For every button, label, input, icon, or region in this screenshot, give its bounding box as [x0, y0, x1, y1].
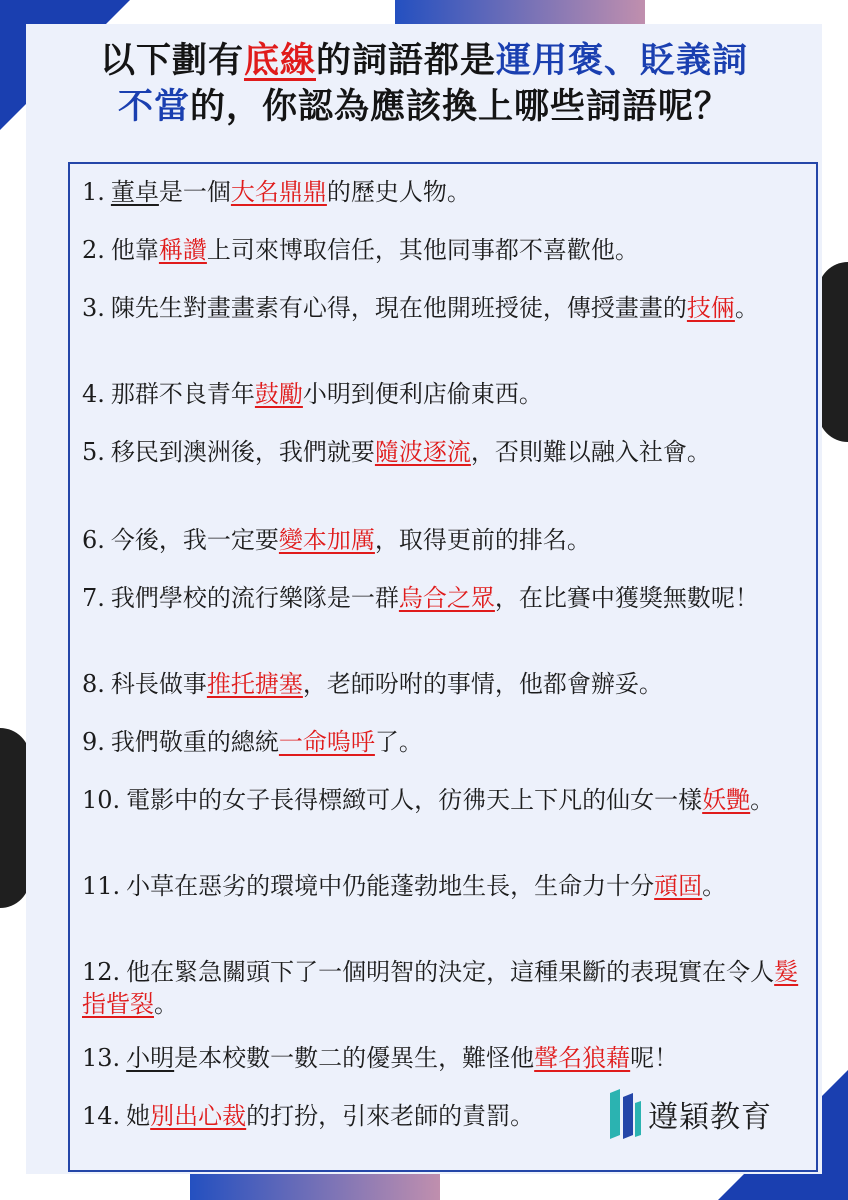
- underlined-word: 變本加厲: [278, 526, 375, 554]
- question-item: [82, 292, 814, 324]
- question-number: 14.: [82, 1102, 121, 1130]
- underlined-word: 妖艷: [702, 786, 751, 814]
- question-number: 9.: [82, 728, 105, 756]
- question-text: 我們學校的流行樂隊是一群: [110, 584, 399, 612]
- question-text: 科長做事: [110, 670, 207, 698]
- underlined-name: 董卓: [110, 178, 159, 206]
- underlined-word: 鼓勵: [254, 380, 303, 408]
- question-item: [82, 668, 814, 700]
- question-item: [82, 582, 814, 614]
- question-item: [82, 524, 814, 556]
- question-item: [82, 870, 814, 902]
- question-item: [82, 1100, 642, 1132]
- question-text: 小草在惡劣的環境中仍能蓬勃地生長，生命力十分: [126, 872, 655, 900]
- question-item: [82, 234, 814, 266]
- column-logo-icon: [606, 1087, 642, 1141]
- question-item: [82, 378, 814, 410]
- question-number: 4.: [82, 380, 105, 408]
- question-item: [82, 176, 814, 208]
- title-line-2: [26, 84, 822, 130]
- underlined-word: 頑固: [654, 872, 703, 900]
- question-number: 7.: [82, 584, 105, 612]
- underlined-word: 別出心裁: [150, 1102, 247, 1130]
- question-item: [82, 956, 814, 1020]
- underlined-word: 烏合之眾: [398, 584, 495, 612]
- underlined-word: 髮指眥裂: [82, 958, 799, 1018]
- question-number: 2.: [82, 236, 105, 264]
- gradient-bar-bottom: [190, 1174, 440, 1200]
- underlined-word: 技倆: [686, 294, 735, 322]
- page-title: [26, 38, 822, 130]
- question-text: 是本校數一數二的優異生，難怪他: [174, 1044, 535, 1072]
- question-text: 電影中的女子長得標緻可人，彷彿天上下凡的仙女一樣: [126, 786, 703, 814]
- question-text: 他靠: [110, 236, 159, 264]
- question-item: [82, 1042, 814, 1074]
- decorative-pill-right: [818, 262, 848, 442]
- question-text: 的打扮，引來老師的責罰。: [246, 1102, 535, 1130]
- question-text: 呢！: [630, 1044, 679, 1072]
- underlined-word: 聲名狼藉: [534, 1044, 631, 1072]
- question-item: [82, 436, 814, 468]
- title-blue-keyword: 不當: [117, 87, 190, 127]
- question-number: 11.: [82, 872, 121, 900]
- question-text: 是一個: [158, 178, 231, 206]
- question-text: 。: [154, 990, 178, 1018]
- title-underline-keyword: 底線: [243, 41, 316, 81]
- title-blue-keyword: 運用褒、貶義詞: [496, 41, 749, 81]
- question-text: 那群不良青年: [110, 380, 255, 408]
- question-item: [82, 784, 814, 816]
- question-text: 了。: [374, 728, 423, 756]
- question-number: 8.: [82, 670, 105, 698]
- question-text: 。: [750, 786, 775, 814]
- underlined-word: 隨波逐流: [374, 438, 471, 466]
- question-text: ，取得更前的排名。: [374, 526, 591, 554]
- question-text: 小明到便利店偷東西。: [302, 380, 543, 408]
- question-number: 12.: [82, 958, 121, 986]
- question-text: 我們敬重的總統: [110, 728, 279, 756]
- question-text: 陳先生對畫畫素有心得，現在他開班授徒，傳授畫畫的: [110, 294, 687, 322]
- question-text: 他在緊急關頭下了一個明智的決定，這種果斷的表現實在令人: [126, 958, 775, 986]
- question-number: 13.: [82, 1044, 121, 1072]
- question-text: 的歷史人物。: [326, 178, 471, 206]
- question-text: 上司來博取信任，其他同事都不喜歡他。: [206, 236, 639, 264]
- logo-text: 遵穎教育: [648, 1100, 772, 1135]
- question-text: 。: [734, 294, 759, 322]
- underlined-name: 小明: [126, 1044, 175, 1072]
- question-number: 5.: [82, 438, 105, 466]
- question-text: 移民到澳洲後，我們就要: [110, 438, 375, 466]
- title-text: 的詞語都是: [316, 41, 497, 81]
- underlined-word: 大名鼎鼎: [230, 178, 327, 206]
- question-item: [82, 726, 814, 758]
- question-list: [68, 162, 818, 1172]
- question-text: 。: [702, 872, 727, 900]
- question-text: ，否則難以融入社會。: [470, 438, 711, 466]
- question-number: 10.: [82, 786, 121, 814]
- title-text: 以下劃有: [99, 41, 244, 81]
- title-text: 的，你認為應該換上哪些詞語呢？: [190, 87, 731, 127]
- title-line-1: [26, 38, 822, 84]
- question-text: 她: [126, 1102, 151, 1130]
- brand-logo: [606, 1086, 772, 1142]
- question-number: 3.: [82, 294, 105, 322]
- question-text: 今後，我一定要: [110, 526, 279, 554]
- worksheet-panel: [26, 24, 822, 1174]
- underlined-word: 一命嗚呼: [278, 728, 375, 756]
- underlined-word: 稱讚: [158, 236, 207, 264]
- underlined-word: 推托搪塞: [206, 670, 303, 698]
- question-number: 6.: [82, 526, 105, 554]
- question-text: ，在比賽中獲獎無數呢！: [494, 584, 759, 612]
- question-text: ，老師吩咐的事情，他都會辦妥。: [302, 670, 663, 698]
- question-number: 1.: [82, 178, 105, 206]
